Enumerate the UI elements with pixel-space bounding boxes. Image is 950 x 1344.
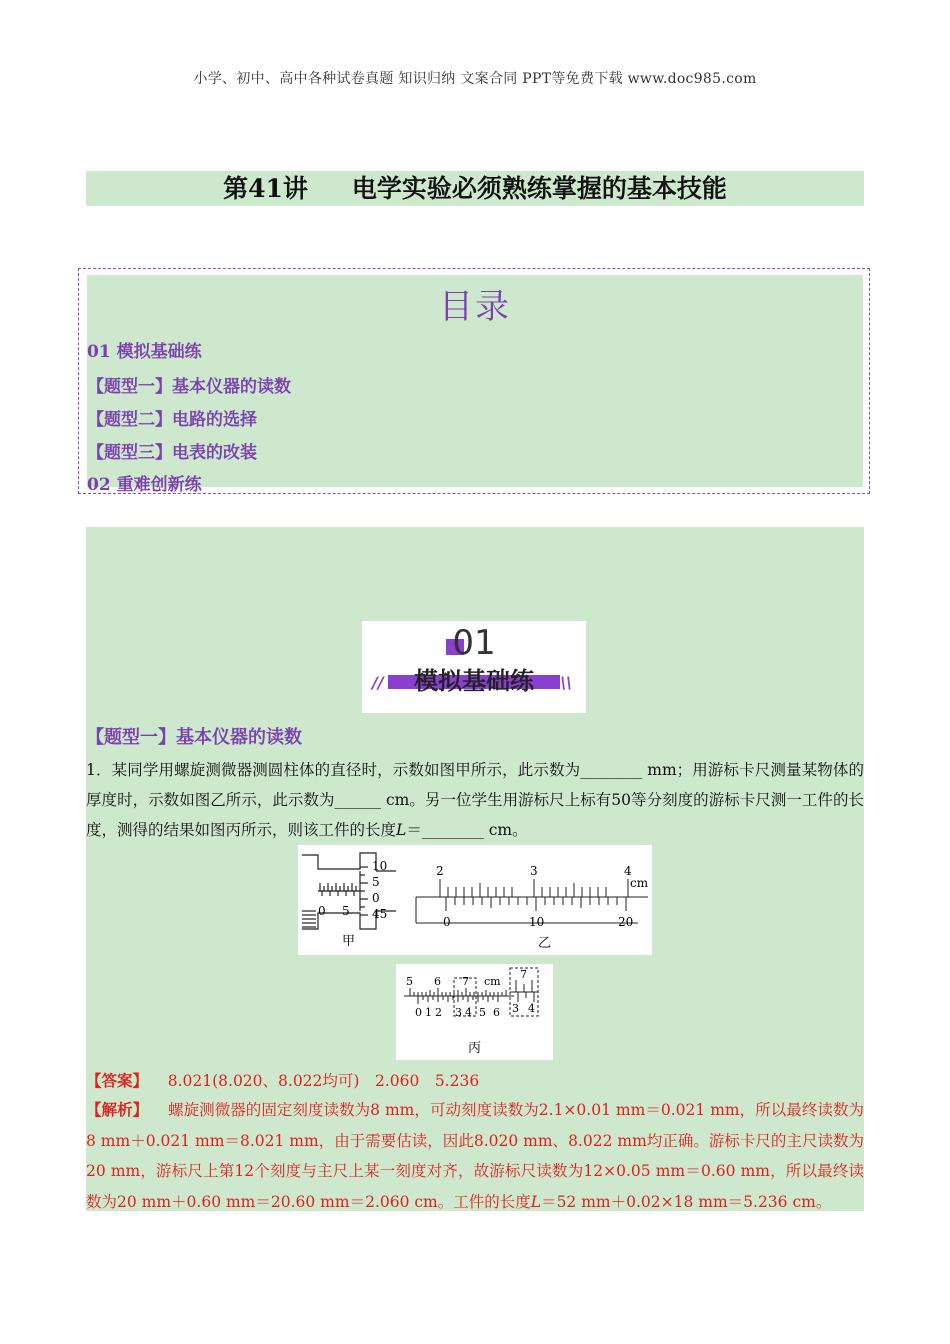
banner-slash-left: // — [372, 673, 384, 692]
banner-number: 01 — [452, 623, 496, 663]
toc-heading: 目录 — [439, 287, 511, 327]
banner-slash-right: \\ — [560, 673, 572, 692]
bing-vernier-label: 0 — [415, 1006, 422, 1019]
figure-caption-jia: 甲 — [342, 934, 356, 949]
analysis-text: 螺旋测微器的固定刻度读数为8 mm，可动刻度读数为2.1×0.01 mm＝0.021 mm，所以最终读数为8 mm＋0.021 mm＝8.021 mm，由于需要估读，因此8.020 mm、8.022 mm均正确。游标卡尺的主尺读数为20 mm，游标尺上第12个刻度与主尺上某一刻度对齐，故游标尺读数为12×0.05 mm＝0.60 mm，所以最终读数为20 mm＋0.60 mm＝20.60 mm＝2.060 cm。工件的长度 — [86, 1101, 864, 1211]
bing-unit: cm — [484, 975, 501, 988]
micrometer-thimble-label: 45 — [372, 907, 388, 921]
bing-main-label: 5 — [406, 975, 413, 988]
micrometer-thimble-label: 5 — [372, 875, 380, 889]
micrometer-main-label: 0 — [318, 904, 326, 918]
bing-inset-label: 4 — [528, 1002, 535, 1015]
banner-label: 模拟基础练 — [414, 667, 534, 695]
micrometer-caliper-figure — [298, 845, 652, 955]
micrometer-thimble-label: 0 — [372, 891, 380, 905]
figure-caption-bing: 丙 — [468, 1041, 482, 1056]
micrometer-thimble-label: 10 — [372, 859, 388, 873]
toc-panel — [87, 275, 863, 495]
caliper-50-figure — [396, 964, 553, 1060]
bing-vernier-label: 6 — [493, 1006, 500, 1019]
lecture-number: 第41讲 — [223, 174, 308, 203]
caliper-vernier-label: 0 — [443, 915, 451, 929]
bing-inset-label: 7 — [520, 968, 527, 981]
caliper-unit: cm — [630, 876, 649, 890]
length-variable: L — [396, 821, 407, 839]
toc-item[interactable]: 02 重难创新练 — [87, 475, 202, 495]
analysis — [86, 1095, 864, 1217]
analysis-text-end: ＝52 mm＋0.02×18 mm＝5.236 cm。 — [541, 1192, 832, 1211]
figure-caption-yi: 乙 — [538, 936, 552, 951]
question-text-end: ＝________ cm。 — [406, 821, 528, 839]
caliper-main-label: 2 — [436, 864, 444, 878]
toc-item[interactable]: 【题型一】基本仪器的读数 — [87, 377, 291, 397]
bing-vernier-label: 4 — [465, 1006, 472, 1019]
answer-tag: 【答案】 — [86, 1071, 149, 1090]
figure-jia-yi — [298, 845, 652, 955]
length-variable: L — [530, 1192, 542, 1211]
figure-bing — [396, 964, 553, 1060]
bing-vernier-label: 3 — [455, 1006, 462, 1019]
toc-item[interactable]: 01 模拟基础练 — [87, 342, 202, 362]
table-of-contents — [78, 268, 870, 494]
bing-vernier-label: 2 — [435, 1006, 442, 1019]
answer-text: 8.021(8.020、8.022均可) 2.060 5.236 — [167, 1072, 480, 1090]
toc-item[interactable]: 【题型三】电表的改装 — [87, 443, 257, 463]
type-heading: 【题型一】基本仪器的读数 — [86, 727, 302, 748]
bing-vernier-label: 5 — [479, 1006, 486, 1019]
caliper-vernier-label: 10 — [529, 915, 545, 929]
caliper-main-label: 3 — [530, 864, 538, 878]
question-1 — [86, 755, 864, 845]
answer — [86, 1069, 479, 1091]
practice-section — [86, 527, 864, 1211]
bing-inset-label: 3 — [512, 1002, 519, 1015]
lecture-title — [86, 171, 864, 206]
bing-main-label: 6 — [434, 975, 441, 988]
section-banner — [362, 621, 586, 713]
caliper-vernier-label: 20 — [618, 915, 634, 929]
bing-vernier-label: 1 — [425, 1006, 432, 1019]
caliper-main-label: 4 — [624, 864, 632, 878]
bing-main-label: 7 — [462, 975, 469, 988]
question-text: 1．某同学用螺旋测微器测圆柱体的直径时，示数如图甲所示，此示数为________ mm；用游标卡尺测量某物体的厚度时，示数如图乙所示，此示数为______ cm。另一位学生用游标尺上标有50等分刻度的游标卡尺测一工件的长度，测得的结果如图丙所示，则该工件的长度 — [86, 761, 864, 839]
micrometer-main-label: 5 — [342, 904, 350, 918]
analysis-tag: 【解析】 — [86, 1100, 149, 1119]
header-note: 小学、初中、高中各种试卷真题 知识归纳 文案合同 PPT等免费下载 www.doc985.com — [193, 71, 757, 87]
toc-item[interactable]: 【题型二】电路的选择 — [87, 410, 257, 430]
lecture-topic: 电学实验必须熟练掌握的基本技能 — [351, 174, 727, 203]
